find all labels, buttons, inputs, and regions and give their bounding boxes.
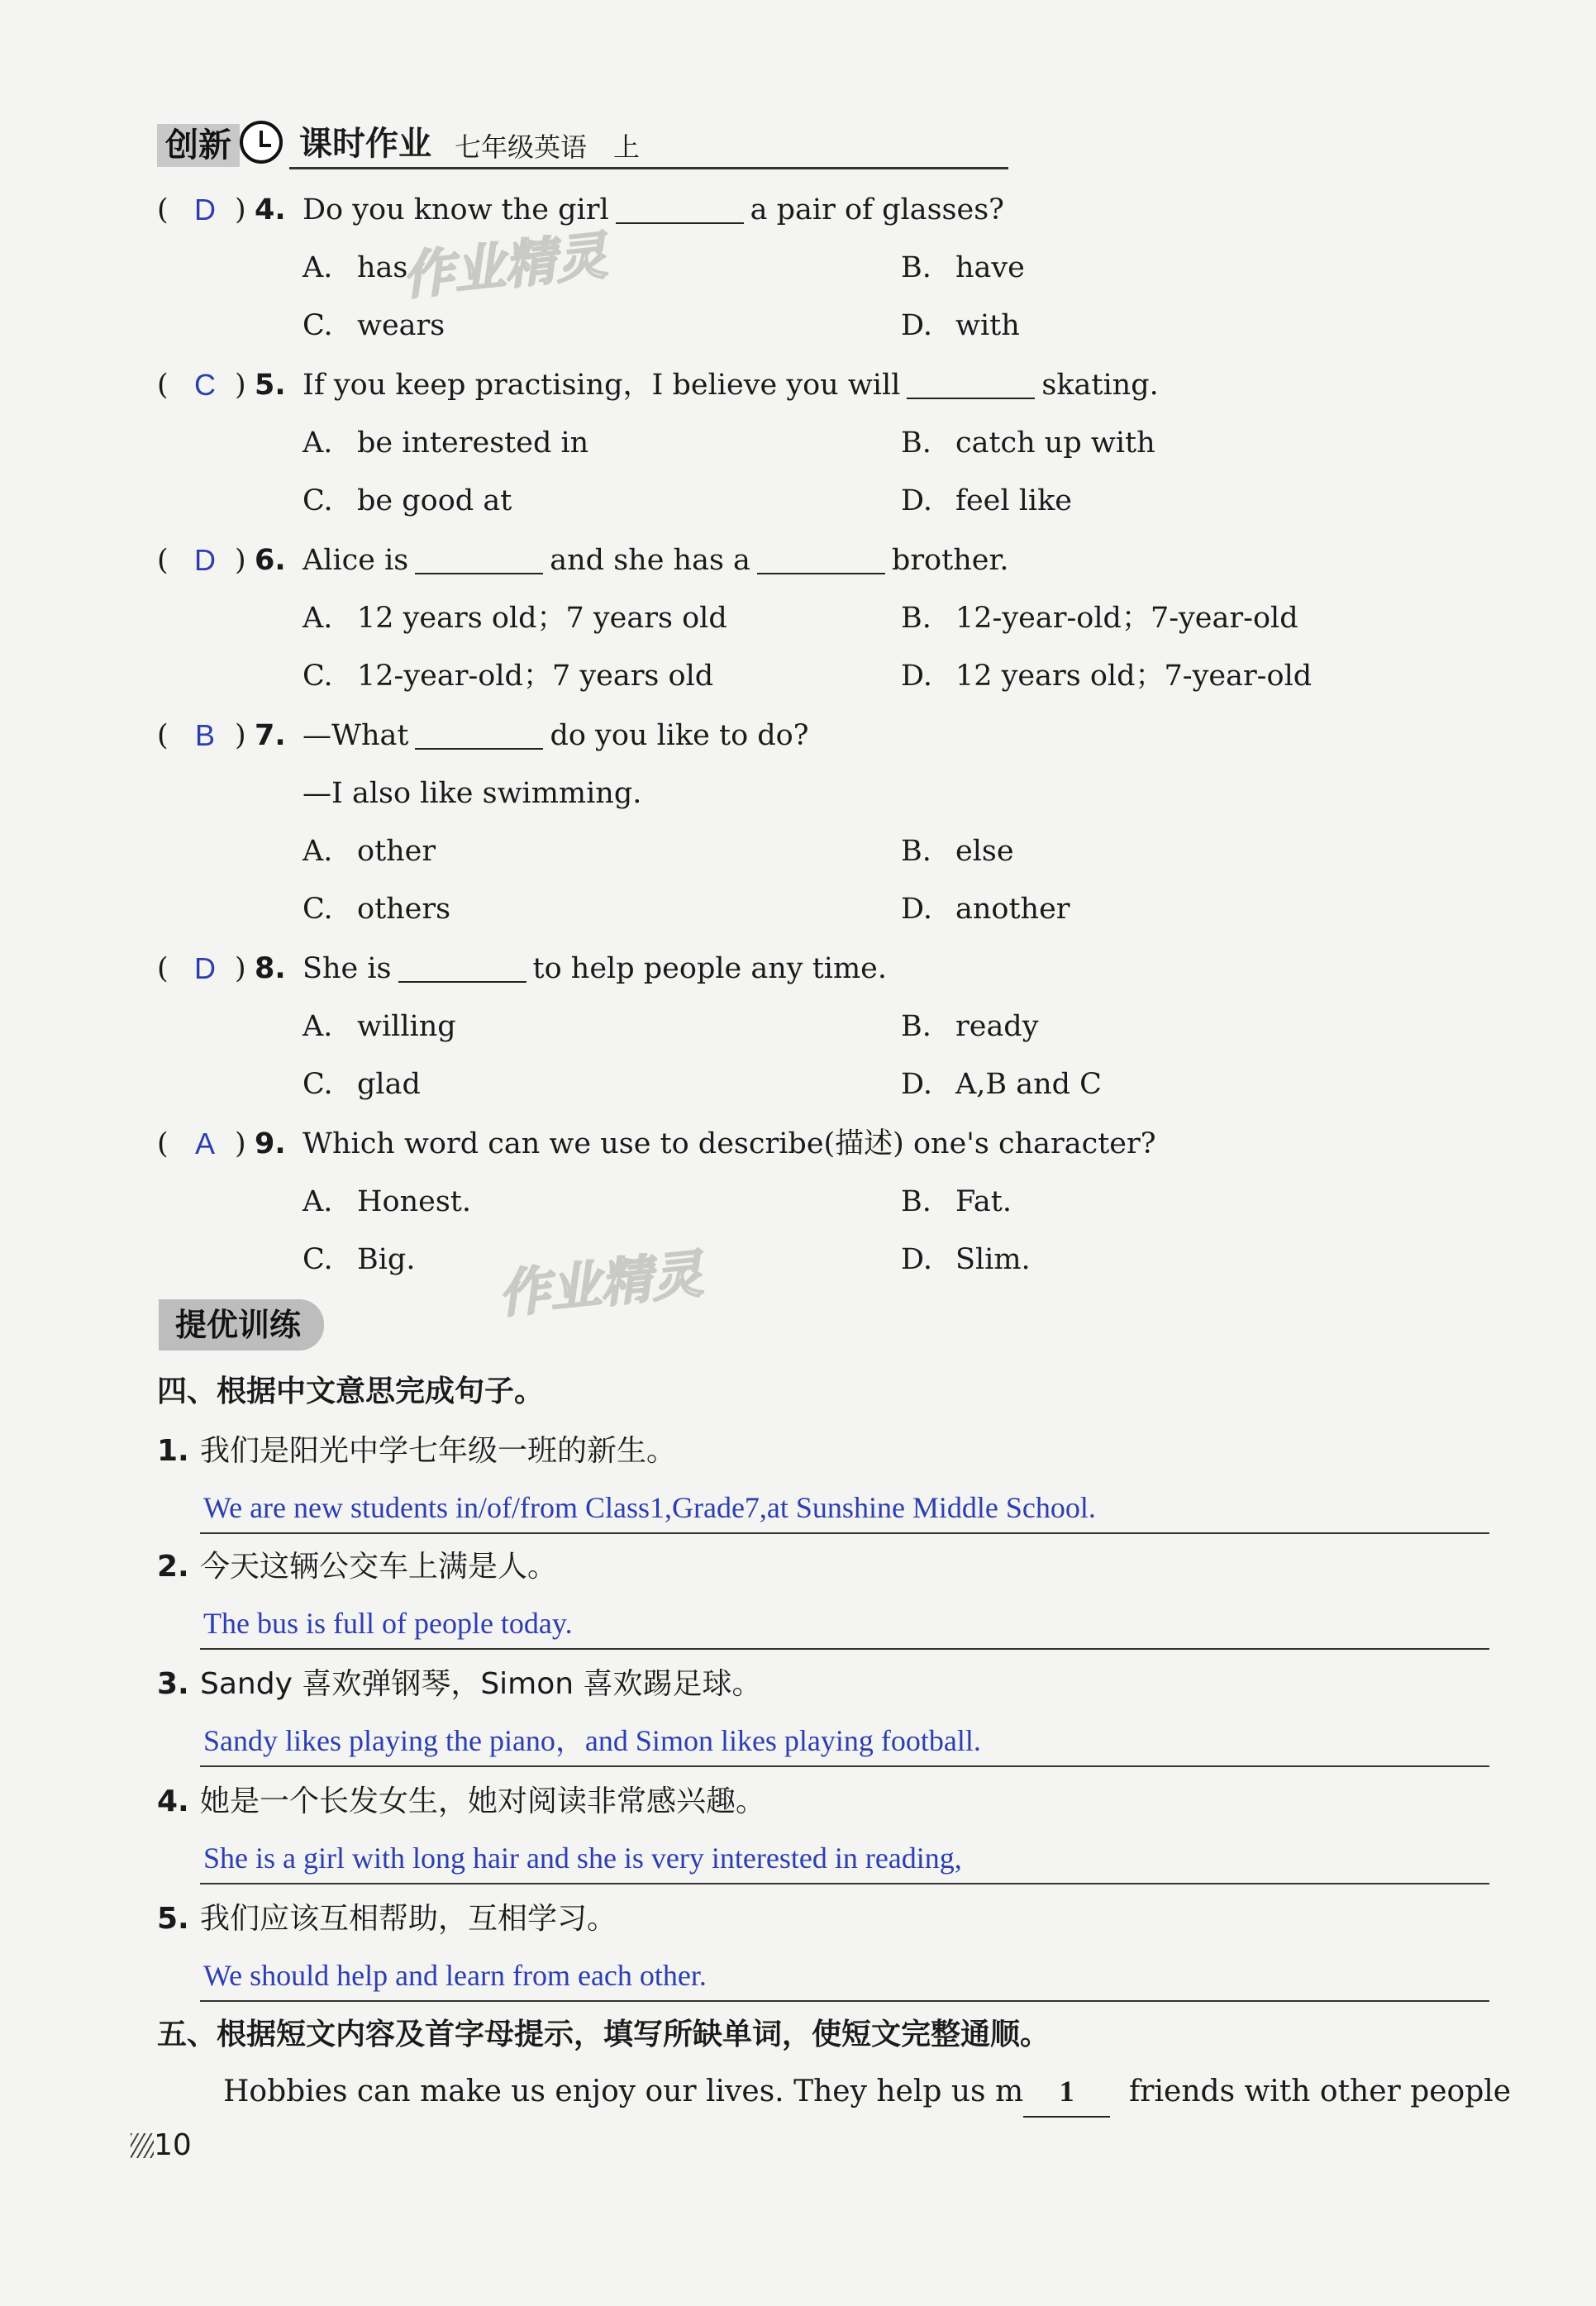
option-b: B. have <box>901 251 1025 284</box>
answer-paren-right: ) <box>235 719 246 752</box>
brand-label: 创新 <box>157 124 240 167</box>
option-d: D. with <box>901 309 1020 342</box>
question-stem: Do you know the girl a pair of glasses? <box>303 185 1004 235</box>
answer-paren-left: ( <box>157 369 169 402</box>
answer-paren-left: ( <box>157 952 169 985</box>
watermark-logo: 作业精灵 <box>495 1243 706 1325</box>
option-b: B. else <box>901 835 1014 868</box>
option-d: D. feel like <box>901 484 1073 517</box>
option-b: B. ready <box>901 1010 1039 1043</box>
question-number: 4. <box>255 193 286 226</box>
answer-value: A <box>194 1127 215 1160</box>
option-d: D. A,B and C <box>901 1068 1102 1101</box>
translation-answer: She is a girl with long hair and she is very interested in reading, <box>203 1841 962 1875</box>
answer-line <box>200 1532 1489 1534</box>
answer-paren-left: ( <box>157 193 169 226</box>
answer-value: D <box>194 951 216 985</box>
question-stem: —What do you like to do? <box>303 711 809 760</box>
answer-blank <box>415 715 543 750</box>
answer-line <box>200 1648 1489 1650</box>
option-d: D. another <box>901 893 1070 926</box>
option-b: B. 12-year-old；7-year-old <box>901 602 1298 635</box>
question-stem: If you keep practising，I believe you will skating. <box>303 360 1159 410</box>
translation-prompt: 3. Sandy 喜欢弹钢琴，Simon 喜欢踢足球。 <box>157 1667 762 1701</box>
option-d: D. Slim. <box>901 1243 1031 1276</box>
answer-blank <box>415 540 543 574</box>
section-band: 提优训练 <box>159 1299 324 1351</box>
answer-paren-right: ) <box>235 1127 246 1160</box>
answer-paren-left: ( <box>157 719 169 752</box>
answer-blank <box>907 364 1035 399</box>
answer-blank <box>616 189 744 224</box>
page-number: 10 <box>131 2124 192 2167</box>
question-number: 7. <box>255 719 286 752</box>
option-c: C. glad <box>303 1068 421 1101</box>
answer-paren-right: ) <box>235 544 246 577</box>
answer-value: B <box>194 718 215 752</box>
option-a: A. willing <box>303 1010 456 1043</box>
translation-prompt: 2. 今天这辆公交车上满是人。 <box>157 1550 558 1584</box>
hatch-decoration <box>131 2133 154 2158</box>
option-a: A. 12 years old；7 years old <box>303 602 727 635</box>
header-rule <box>289 167 1008 169</box>
option-a: A. other <box>303 835 436 868</box>
translation-answer: We are new students in/of/from Class1,Grade7,at Sunshine Middle School. <box>203 1491 1096 1524</box>
watermark-logo: 作业精灵 <box>399 225 610 307</box>
option-c: C. be good at <box>303 484 512 517</box>
translation-answer: Sandy likes playing the piano，and Simon likes playing football. <box>203 1724 981 1757</box>
book-title: 七年级英语 上 <box>455 131 641 163</box>
answer-value: C <box>194 368 216 402</box>
option-b: B. Fat. <box>901 1185 1012 1218</box>
answer-value: D <box>194 193 216 226</box>
question-number: 6. <box>255 544 286 577</box>
translation-prompt: 5. 我们应该互相帮助，互相学习。 <box>157 1902 617 1936</box>
option-c: C. wears <box>303 309 445 342</box>
question-stem-line2: —I also like swimming. <box>303 777 642 810</box>
question-stem: Which word can we use to describe(描述) one's character? <box>303 1127 1156 1160</box>
answer-line <box>200 1883 1489 1884</box>
answer-paren-left: ( <box>157 1127 169 1160</box>
answer-paren-right: ) <box>235 369 246 402</box>
option-a: A. has <box>303 251 408 284</box>
option-c: C. others <box>303 893 451 926</box>
answer-line <box>200 1765 1489 1767</box>
translation-prompt: 4. 她是一个长发女生，她对阅读非常感兴趣。 <box>157 1784 766 1818</box>
translation-prompt: 1. 我们是阳光中学七年级一班的新生。 <box>157 1434 677 1468</box>
question-number: 5. <box>255 369 286 402</box>
answer-blank <box>398 948 526 983</box>
section-4-title: 四、根据中文意思完成句子。 <box>157 1375 545 1408</box>
question-stem: Alice is and she has a brother. <box>303 536 1008 585</box>
series-title: 课时作业 <box>299 125 431 163</box>
answer-line <box>200 2000 1489 2002</box>
translation-answer: The bus is full of people today. <box>203 1607 573 1640</box>
option-c: C. 12-year-old；7 years old <box>303 660 714 693</box>
clock-icon <box>240 121 283 164</box>
translation-answer: We should help and learn from each other. <box>203 1959 707 1992</box>
option-b: B. catch up with <box>901 426 1155 460</box>
option-a: A. be interested in <box>303 426 589 460</box>
page-header <box>157 116 1008 172</box>
question-number: 8. <box>255 952 286 985</box>
option-d: D. 12 years old；7-year-old <box>901 660 1313 693</box>
question-stem: She is to help people any time. <box>303 944 887 993</box>
cloze-passage: Hobbies can make us enjoy our lives. They help us m 1 friends with other people <box>223 2066 1511 2118</box>
option-c: C. Big. <box>303 1243 416 1276</box>
answer-value: D <box>194 543 216 577</box>
option-a: A. Honest. <box>303 1185 472 1218</box>
cloze-blank: 1 <box>1023 2066 1110 2118</box>
section-5-title: 五、根据短文内容及首字母提示，填写所缺单词，使短文完整通顺。 <box>157 2018 1051 2051</box>
answer-blank <box>757 540 885 574</box>
answer-paren-right: ) <box>235 193 246 226</box>
question-number: 9. <box>255 1127 286 1160</box>
answer-paren-right: ) <box>235 952 246 985</box>
answer-paren-left: ( <box>157 544 169 577</box>
